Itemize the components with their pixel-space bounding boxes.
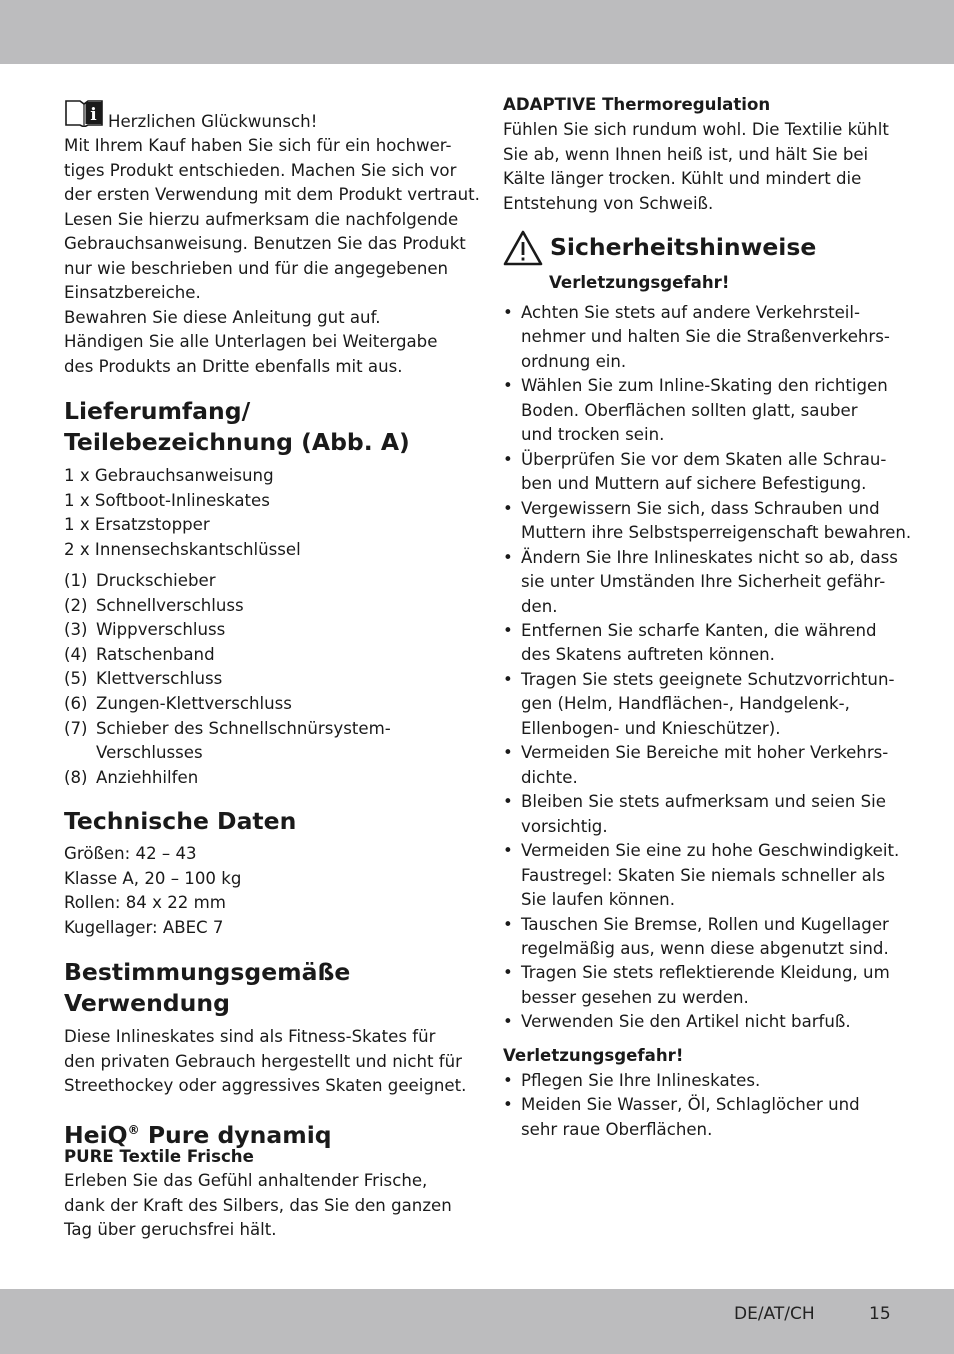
bullet-icon: • <box>503 620 513 640</box>
bullet-icon: • <box>503 669 513 689</box>
bullet-icon: • <box>503 792 513 812</box>
bullet-text: Vermeiden Sie Bereiche mit hoher Verkehrs- <box>521 743 889 763</box>
part-number: (1) <box>64 571 88 590</box>
info-manual-icon <box>64 97 104 127</box>
text-line: Lesen Sie hierzu aufmerksam die nachfolgende <box>64 209 459 229</box>
text-line: Klasse A, 20 – 100 kg <box>64 868 242 888</box>
text-line: Streethockey oder aggressives Skaten geeignet. <box>64 1076 467 1096</box>
warning-label-2: Verletzungsgefahr! <box>503 1046 684 1065</box>
bullet-text: Pflegen Sie Ihre Inlineskates. <box>521 1071 761 1090</box>
part-item <box>64 717 391 742</box>
part-number: (5) <box>64 669 88 689</box>
part-item <box>64 692 292 717</box>
header-bar <box>0 0 954 64</box>
lieferumfang-heading-1: Lieferumfang/ <box>64 397 251 425</box>
text-line: Tag über geruchsfrei hält. <box>64 1220 277 1240</box>
lieferumfang-heading-2: Teilebezeichnung (Abb. A) <box>64 428 410 456</box>
bullet-text: Tauschen Sie Bremse, Rollen und Kugellager <box>521 914 889 934</box>
bullet-text: vorsichtig. <box>521 816 608 836</box>
heiq-subheading: PURE Textile Frische <box>64 1147 254 1166</box>
bullet-text: Vermeiden Sie eine zu hohe Geschwindigkeit. <box>521 841 900 861</box>
part-item <box>64 643 215 668</box>
bullet-text: Tragen Sie stets reflektierende Kleidung, um <box>521 963 890 983</box>
bullet-text: regelmäßig aus, wenn diese abgenutzt sind. <box>521 938 889 958</box>
technische-daten-heading: Technische Daten <box>64 807 297 835</box>
bullet-icon: • <box>503 498 513 518</box>
page-number: 15 <box>869 1304 891 1324</box>
text-line: Rollen: 84 x 22 mm <box>64 893 226 913</box>
sicherheit-heading: Sicherheitshinweise <box>550 233 817 261</box>
bullet-icon: • <box>503 841 513 861</box>
heiq-heading: HeiQ® Pure dynamiq <box>64 1121 332 1149</box>
part-label: Anziehhilfen <box>96 767 199 787</box>
part-item <box>64 569 216 594</box>
text-line: Diese Inlineskates sind als Fitness-Skates für <box>64 1027 436 1046</box>
text-line: Fühlen Sie sich rundum wohl. Die Textilie kühlt <box>503 120 889 139</box>
bullet-text: gen (Helm, Handflächen-, Handgelenk-, <box>521 694 850 714</box>
part-number: (6) <box>64 694 88 713</box>
part-item <box>64 618 225 643</box>
part-item <box>64 766 198 791</box>
text-line: tiges Produkt entschieden. Machen Sie sich vor <box>64 160 457 180</box>
adaptive-subheading: ADAPTIVE Thermoregulation <box>503 95 771 114</box>
part-number: (8) <box>64 767 88 787</box>
text-line: 2 x Innensechskantschlüssel <box>64 539 301 559</box>
bullet-text: Ändern Sie Ihre Inlineskates nicht so ab, dass <box>521 547 898 567</box>
text-line: Gebrauchsanweisung. Benutzen Sie das Produkt <box>64 234 466 254</box>
text-line: 1 x Softboot-Inlineskates <box>64 490 270 510</box>
bullet-text: Boden. Oberflächen sollten glatt, sauber <box>521 400 858 420</box>
text-line: des Produkts an Dritte ebenfalls mit aus. <box>64 357 403 377</box>
bullet-icon: • <box>503 1095 513 1115</box>
bullet-text: Tragen Sie stets geeignete Schutzvorrichtun- <box>521 669 895 689</box>
svg-text:i: i <box>90 105 97 125</box>
bullet-text: Muttern ihre Selbstsperreigenschaft bewahren. <box>521 523 912 543</box>
text-line: Sie ab, wenn Ihnen heiß ist, und hält Sie bei <box>503 144 869 164</box>
bullet-icon: • <box>503 1071 513 1090</box>
bullet-text: ordnung ein. <box>521 351 627 371</box>
warning-triangle-icon <box>503 229 543 267</box>
bullet-text: den. <box>521 596 558 616</box>
text-line: den privaten Gebrauch hergestellt und nicht für <box>64 1051 462 1071</box>
bullet-text: dichte. <box>521 767 578 787</box>
text-line: Bewahren Sie diese Anleitung gut auf. <box>64 307 381 327</box>
part-label: Ratschenband <box>96 644 215 664</box>
text-line: Kälte länger trocken. Kühlt und mindert die <box>503 169 862 189</box>
text-line: 1 x Gebrauchsanweisung <box>64 466 274 485</box>
part-item <box>64 667 222 692</box>
part-label: Klettverschluss <box>96 669 223 689</box>
text-line: Größen: 42 – 43 <box>64 844 197 863</box>
footer-region: DE/AT/CH <box>734 1304 815 1324</box>
bestimmung-heading-1: Bestimmungsgemäße <box>64 958 351 986</box>
bullet-icon: • <box>503 303 513 322</box>
bullet-text: nehmer und halten Sie die Straßenverkehrs- <box>521 327 890 347</box>
text-line: Kugellager: ABEC 7 <box>64 917 224 937</box>
bullet-icon: • <box>503 547 513 567</box>
text-line: der ersten Verwendung mit dem Produkt vertraut. <box>64 185 480 205</box>
text-line: Mit Ihrem Kauf haben Sie sich für ein hochwer- <box>64 136 452 155</box>
bullet-text: Bleiben Sie stets aufmerksam und seien Sie <box>521 792 887 812</box>
bullet-icon: • <box>503 963 513 983</box>
part-number: (3) <box>64 620 88 640</box>
bullet-text: Überprüfen Sie vor dem Skaten alle Schrau- <box>521 449 887 469</box>
bullet-icon: • <box>503 743 513 763</box>
text-line: Entstehung von Schweiß. <box>503 193 714 213</box>
bullet-text: Faustregel: Skaten Sie niemals schneller als <box>521 865 886 885</box>
bullet-text: Ellenbogen- und Knieschützer). <box>521 718 781 738</box>
text-line: 1 x Ersatzstopper <box>64 515 210 535</box>
bullet-text: und trocken sein. <box>521 425 665 445</box>
warning-label-1: Verletzungsgefahr! <box>549 273 730 292</box>
text-line: dank der Kraft des Silbers, das Sie den ganzen <box>64 1195 452 1215</box>
part-label: Schieber des Schnellschnürsystem- <box>96 718 391 738</box>
bullet-text: Verwenden Sie den Artikel nicht barfuß. <box>521 1012 851 1032</box>
part-label: Zungen-Klettverschluss <box>96 694 292 713</box>
part-label: Wippverschluss <box>96 620 226 640</box>
text-line: Händigen Sie alle Unterlagen bei Weitergabe <box>64 332 438 352</box>
bullet-text: des Skatens auftreten können. <box>521 645 775 665</box>
bullet-text: Achten Sie stets auf andere Verkehrsteil- <box>521 303 861 322</box>
bullet-icon: • <box>503 1012 513 1032</box>
bullet-icon: • <box>503 376 513 396</box>
bullet-text: Entfernen Sie scharfe Kanten, die während <box>521 620 877 640</box>
part-label-continuation: Verschlusses <box>96 743 203 763</box>
bestimmung-heading-2: Verwendung <box>64 989 230 1017</box>
bullet-icon: • <box>503 914 513 934</box>
bullet-text: sie unter Umständen Ihre Sicherheit gefähr- <box>521 572 886 592</box>
part-number: (2) <box>64 595 88 615</box>
text-line: Einsatzbereiche. <box>64 283 201 303</box>
part-number: (4) <box>64 644 88 664</box>
bullet-text: sehr raue Oberflächen. <box>521 1119 713 1139</box>
bullet-text: Sie laufen können. <box>521 890 675 910</box>
bullet-text: Vergewissern Sie sich, dass Schrauben und <box>521 498 880 518</box>
part-label: Druckschieber <box>96 571 216 590</box>
bullet-text: ben und Muttern auf sichere Befestigung. <box>521 474 867 494</box>
text-line: Erleben Sie das Gefühl anhaltender Frische, <box>64 1171 428 1190</box>
bullet-icon: • <box>503 449 513 469</box>
bullet-text: Meiden Sie Wasser, Öl, Schlaglöcher und <box>521 1095 860 1115</box>
bullet-text: Wählen Sie zum Inline-Skating den richtigen <box>521 376 888 396</box>
part-label: Schnellverschluss <box>96 595 244 615</box>
text-line: nur wie beschrieben und für die angegebenen <box>64 258 449 278</box>
bullet-text: besser gesehen zu werden. <box>521 987 749 1007</box>
intro-title: Herzlichen Glückwunsch! <box>108 112 318 131</box>
part-item <box>64 594 244 619</box>
part-number: (7) <box>64 718 88 738</box>
